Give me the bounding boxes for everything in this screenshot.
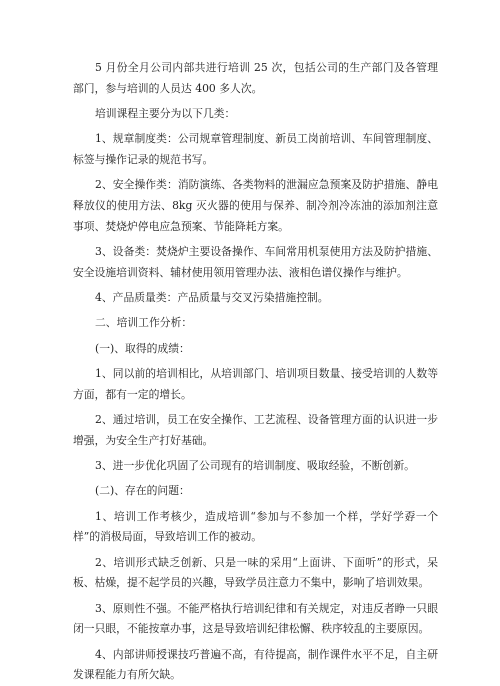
paragraph-safety-category: 2、安全操作类：消防演练、各类物料的泄漏应急预案及防护措施、静电释放仪的使用方法、8kg 灭火器的使用与保养、制冷剂冷冻油的添加剂注意事项、焚烧炉停电应急预案、节能降耗方案。 — [73, 178, 438, 233]
paragraph-achievement-3: 3、进一步优化巩固了公司现有的培训制度、吸取经验，不断创新。 — [95, 459, 415, 473]
paragraph-course-intro: 培训课程主要分为以下几类： — [95, 106, 236, 120]
paragraph-rules-category: 1、规章制度类：公司规章管理制度、新员工岗前培训、车间管理制度、标签与操作记录的规范书写。 — [73, 132, 438, 166]
paragraph-quality-category: 4、产品质量类：产品质量与交叉污染措施控制。 — [95, 290, 329, 304]
paragraph-achievement-2: 2、通过培训，员工在安全操作、工艺流程、设备管理方面的认识进一步增强，为安全生产打好基础。 — [73, 413, 438, 447]
paragraph-problem-2: 2、培训形式缺乏创新、只是一味的采用“上面讲、下面听”的形式，呆板、枯燥，提不起学员的兴趣，导致学员注意力不集中，影响了培训效果。 — [73, 555, 438, 590]
subheading-achievements: (一)、取得的成绩： — [95, 341, 190, 355]
paragraph-problem-4: 4、内部讲师授课技巧普遍不高，有待提高，制作课件水平不足，自主研发课程能力有所欠缺。 — [73, 647, 438, 682]
paragraph-summary: 5 月份全月公司内部共进行培训 25 次，包括公司的生产部门及各管理部门，参与培训的人员达 400 多人次。 — [73, 61, 438, 95]
paragraph-problem-1: 1、培训工作考核少，造成培训“参加与不参加一个样，学好学孬一个样”的消极局面，导致培训工作的被动。 — [73, 509, 438, 544]
paragraph-problem-3: 3、原则性不强。不能严格执行培训纪律和有关规定，对违反者睁一只眼闭一只眼，不能按章办事，这是导致培训纪律松懈、秩序较乱的主要原因。 — [73, 601, 438, 636]
section-heading-analysis: 二、培训工作分析： — [95, 316, 193, 330]
paragraph-equipment-category: 3、设备类：焚烧炉主要设备操作、车间常用机泵使用方法及防护措施、安全设施培训资料、辅材使用领用管理办法、液相色谱仪操作与维护。 — [73, 244, 438, 279]
paragraph-achievement-1: 1、同以前的培训相比，从培训部门、培训项目数量、接受培训的人数等方面，都有一定的增长。 — [73, 367, 438, 401]
subheading-problems: (二)、存在的问题： — [95, 484, 190, 498]
